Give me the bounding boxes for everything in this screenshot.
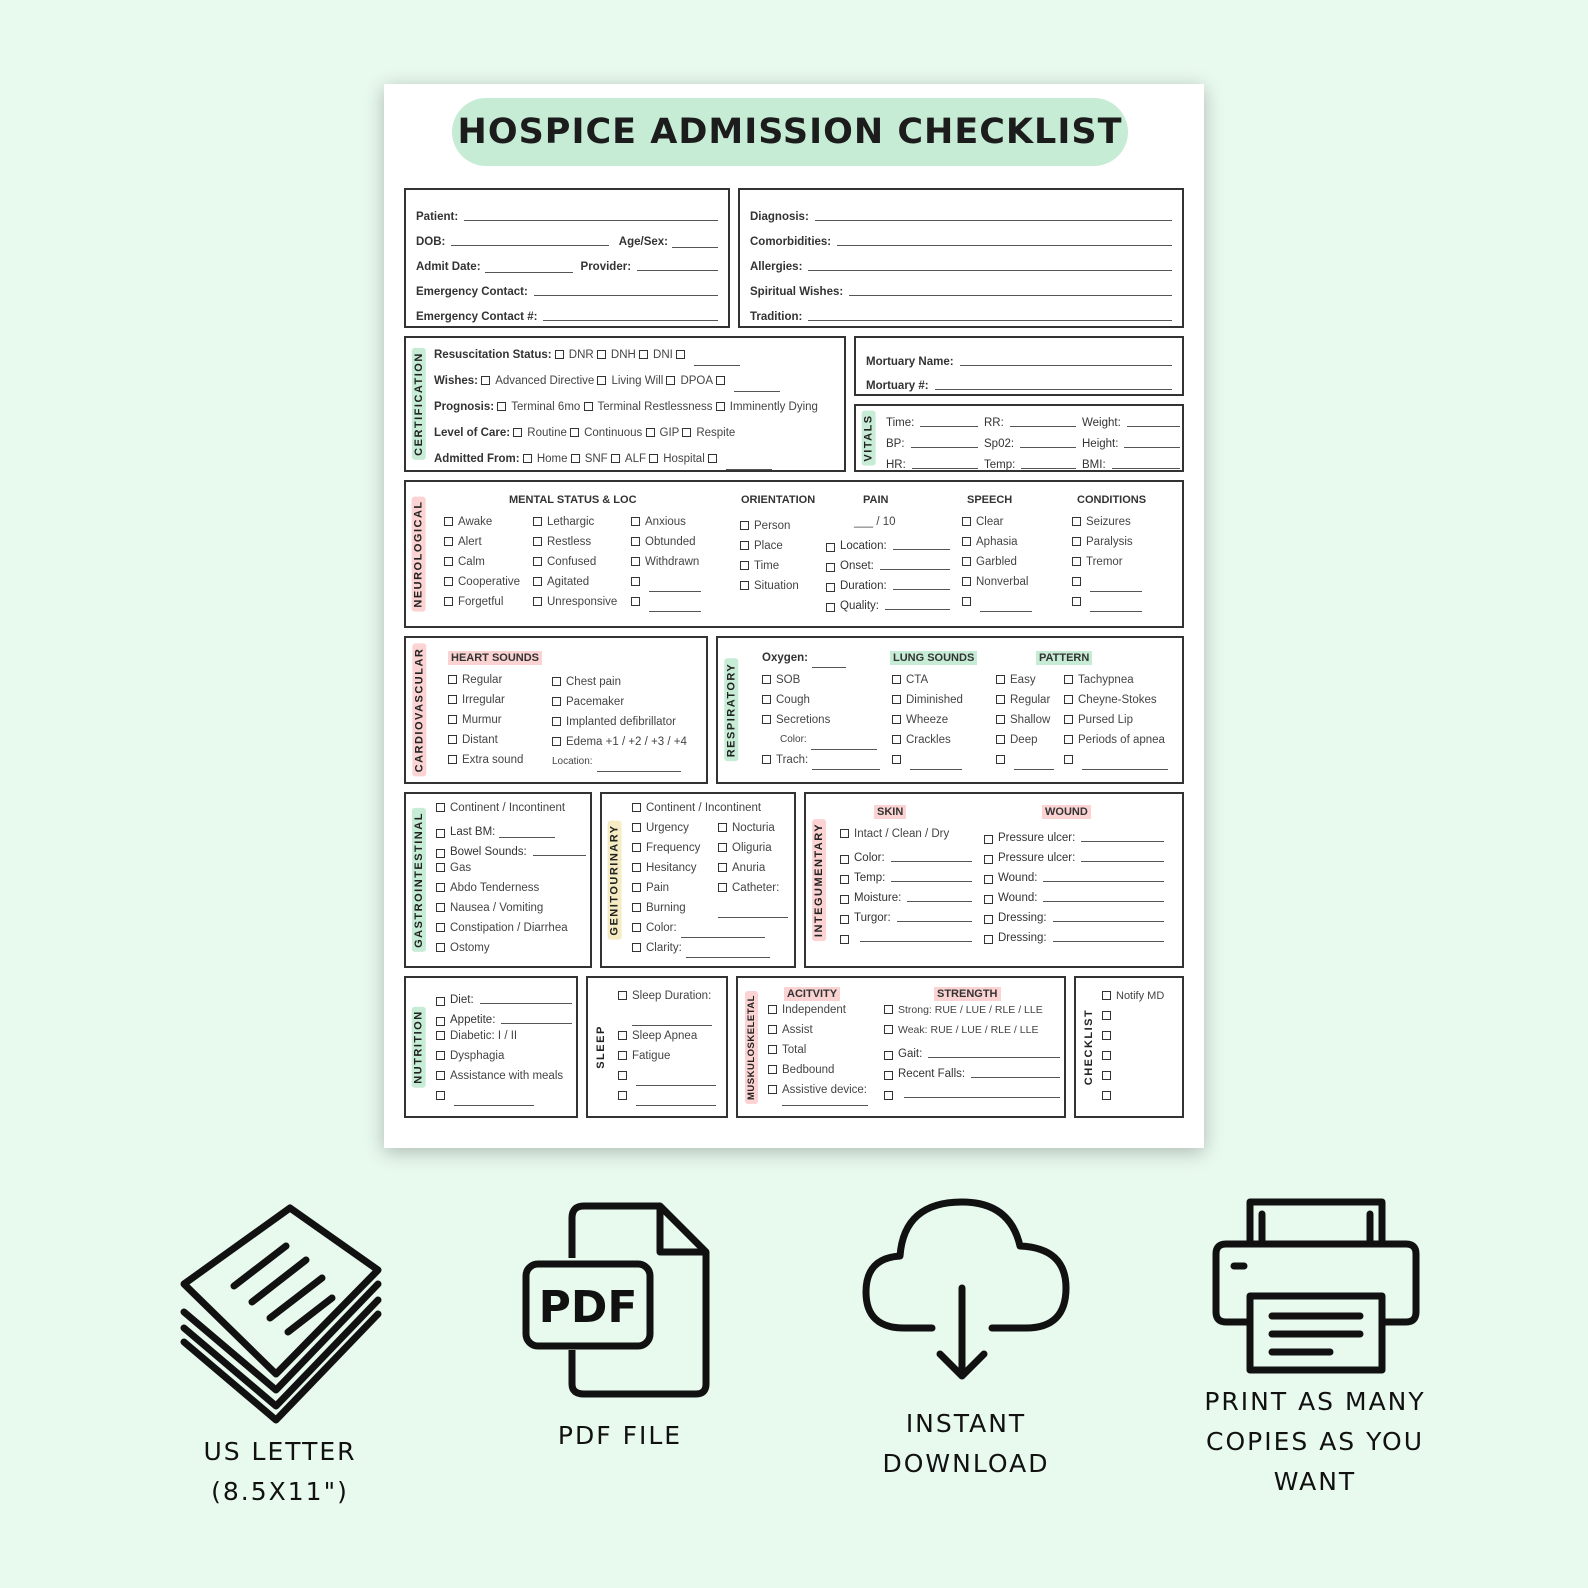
checkbox[interactable] — [762, 675, 771, 684]
column-header: SPEECH — [967, 494, 1013, 506]
checkbox[interactable] — [840, 855, 849, 864]
column-header: STRENGTH — [934, 987, 1001, 1001]
checkbox[interactable] — [682, 428, 691, 437]
checkbox[interactable] — [768, 1085, 777, 1094]
column-header: ACITVITY — [784, 987, 840, 1001]
checkbox[interactable] — [996, 695, 1005, 704]
checkbox[interactable] — [444, 577, 453, 586]
checkbox[interactable] — [631, 597, 640, 606]
field-label: Admit Date: — [416, 261, 481, 273]
field-label: Mortuary Name: — [866, 356, 954, 368]
column-header: HEART SOUNDS — [448, 651, 542, 665]
checkbox[interactable] — [666, 376, 675, 385]
checkbox[interactable] — [718, 863, 727, 872]
integumentary-box: INTEGUMENTARY SKIN Intact / Clean / Dry Color: Temp: Moisture: Turgor: WOUND Pressure ulcer: Pressure ulcer: Wound: Wound: Dressing: Dressing: — [804, 792, 1184, 968]
mortuary-box — [854, 336, 1184, 396]
checkbox[interactable] — [708, 454, 717, 463]
checkbox[interactable] — [632, 943, 641, 952]
checkbox[interactable] — [984, 835, 993, 844]
checkbox[interactable] — [1102, 1031, 1111, 1040]
checkbox[interactable] — [533, 557, 542, 566]
checkbox[interactable] — [762, 715, 771, 724]
checkbox[interactable] — [892, 735, 901, 744]
field-label: Admitted From: — [434, 453, 520, 465]
stacked-paper-icon — [172, 1200, 388, 1426]
field-label: Resuscitation Status: — [434, 349, 552, 361]
section-label: GENITOURINARY — [608, 820, 622, 939]
checkbox[interactable] — [448, 755, 457, 764]
field-label: Emergency Contact: — [416, 286, 528, 298]
printer-icon — [1210, 1196, 1422, 1376]
checkbox[interactable] — [597, 350, 606, 359]
field-label: Spiritual Wishes: — [750, 286, 844, 298]
patient-info-box — [404, 188, 730, 328]
checkbox[interactable] — [631, 517, 640, 526]
sleep-box: SLEEP Sleep Duration: Sleep Apnea Fatigue — [586, 976, 728, 1118]
checkbox[interactable] — [631, 577, 640, 586]
section-label: INTEGUMENTARY — [812, 819, 826, 941]
column-header: ORIENTATION — [741, 494, 816, 506]
column-header: WOUND — [1042, 805, 1091, 819]
checkbox[interactable] — [740, 581, 749, 590]
checkbox[interactable] — [597, 376, 606, 385]
checkbox[interactable] — [631, 537, 640, 546]
checkbox[interactable] — [996, 675, 1005, 684]
checkbox[interactable] — [618, 1091, 627, 1100]
section-label: CHECKLIST — [1082, 1005, 1096, 1089]
checkbox[interactable] — [740, 541, 749, 550]
checkbox[interactable] — [632, 803, 641, 812]
checkbox[interactable] — [1102, 1051, 1111, 1060]
genitourinary-box: GENITOURINARY Continent / Incontinent Urgency Frequency Hesitancy Pain Burning Color: Clarity: Nocturia Oliguria Anuria Catheter: — [600, 792, 796, 968]
checkbox[interactable] — [1102, 1011, 1111, 1020]
checkbox[interactable] — [632, 863, 641, 872]
checkbox[interactable] — [718, 883, 727, 892]
checkbox[interactable] — [840, 895, 849, 904]
gastrointestinal-box: GASTROINTESTINAL Continent / Incontinent Last BM: Bowel Sounds: Gas Abdo Tenderness Nausea / Vomiting Constipation / Diarrhea Ostomy — [404, 792, 592, 968]
certification-box: CERTIFICATION Resuscitation Status: DNR DNH DNI Wishes: Advanced Directive Living Will DPOA Prognosis: Terminal 6mo Terminal Restlessness Imminently Dying Level of Care: Routine Continuous GIP Respite Admitted From: Home SNF ALF Hospital — [404, 336, 846, 472]
checkbox[interactable] — [436, 903, 445, 912]
checkbox[interactable] — [632, 923, 641, 932]
checkbox[interactable] — [1064, 695, 1073, 704]
field-label: Level of Care: — [434, 427, 511, 439]
checkbox[interactable] — [716, 402, 725, 411]
field-label: Tradition: — [750, 311, 803, 323]
section-label: GASTROINTESTINAL — [412, 808, 426, 952]
checkbox[interactable] — [444, 537, 453, 546]
checkbox[interactable] — [840, 875, 849, 884]
feature-label-letter: US LETTER (8.5X11") — [203, 1437, 357, 1506]
checkbox[interactable] — [962, 557, 971, 566]
section-label: CARDIOVASCULAR — [412, 644, 426, 777]
section-label: RESPIRATORY — [724, 659, 738, 762]
checkbox[interactable] — [611, 454, 620, 463]
checkbox[interactable] — [618, 1031, 627, 1040]
field-label: DOB: — [416, 236, 446, 248]
nutrition-box: NUTRITION Diet: Appetite: Diabetic: I / II Dysphagia Assistance with meals — [404, 976, 578, 1118]
checkbox[interactable] — [768, 1005, 777, 1014]
checkbox[interactable] — [768, 1045, 777, 1054]
checkbox[interactable] — [1072, 577, 1081, 586]
checkbox[interactable] — [436, 849, 445, 858]
checkbox[interactable] — [1072, 537, 1081, 546]
checkbox[interactable] — [984, 935, 993, 944]
field-label: Patient: — [416, 211, 459, 223]
checklist-sheet — [384, 84, 1204, 1148]
field-label: Prognosis: — [434, 401, 495, 413]
checkbox[interactable] — [570, 428, 579, 437]
checkbox[interactable] — [444, 517, 453, 526]
checkbox[interactable] — [962, 577, 971, 586]
checkbox[interactable] — [826, 543, 835, 552]
column-header: MENTAL STATUS & LOC — [509, 494, 637, 506]
checkbox[interactable] — [649, 454, 658, 463]
checkbox[interactable] — [632, 843, 641, 852]
checkbox[interactable] — [533, 517, 542, 526]
checkbox[interactable] — [632, 883, 641, 892]
checkbox[interactable] — [884, 1071, 893, 1080]
checkbox[interactable] — [632, 823, 641, 832]
column-header: CONDITIONS — [1077, 494, 1147, 506]
checkbox[interactable] — [962, 537, 971, 546]
checkbox[interactable] — [436, 1091, 445, 1100]
column-header: LUNG SOUNDS — [890, 651, 977, 665]
checkbox[interactable] — [618, 991, 627, 1000]
checkbox[interactable] — [523, 454, 532, 463]
checkbox[interactable] — [497, 402, 506, 411]
field-label: Diagnosis: — [750, 211, 809, 223]
checkbox[interactable] — [740, 561, 749, 570]
respiratory-box: RESPIRATORY Oxygen: SOB Cough Secretions Color: Trach: LUNG SOUNDS CTA Diminished Wheeze Crackles PATTERN Easy Regular Shallow Deep Tachypnea Cheyne-Stokes Pursed Lip Periods of apnea — [716, 636, 1184, 784]
column-header: SKIN — [874, 805, 906, 819]
checkbox[interactable] — [884, 1005, 893, 1014]
checkbox[interactable] — [1064, 715, 1073, 724]
checkbox[interactable] — [448, 695, 457, 704]
neurological-box: NEUROLOGICAL MENTAL STATUS & LOC Awake Alert Calm Cooperative Forgetful Lethargic Restless Confused Agitated Unresponsive Anxious Obtunded Withdrawn ORIENTATION Person Place Time Situation PAIN ___ / 10 Location: Onset: Duration: Quality: SPEECH Clear Aphasia Garbled Nonverbal CONDITIONS Seizures Paralysis Tremor — [404, 480, 1184, 628]
checkbox[interactable] — [826, 583, 835, 592]
cardiovascular-box: CARDIOVASCULAR HEART SOUNDS Regular Irregular Murmur Distant Extra sound Chest pain Pacemaker Implanted defibrillator Edema +1 / +2 / +3 / +4 Location: — [404, 636, 708, 784]
checkbox[interactable] — [718, 823, 727, 832]
checkbox[interactable] — [1072, 597, 1081, 606]
checkbox[interactable] — [1072, 517, 1081, 526]
checkbox[interactable] — [584, 402, 593, 411]
checkbox[interactable] — [892, 755, 901, 764]
musculoskeletal-box: MUSKULOSKELETAL ACITVITY Independent Assist Total Bedbound Assistive device: STRENGTH Strong: RUE / LUE / RLE / LLE Weak: RUE / LUE / RLE / LLE Gait: Recent Falls: — [736, 976, 1066, 1118]
field-label: Allergies: — [750, 261, 803, 273]
field-label: Provider: — [580, 261, 632, 273]
checkbox[interactable] — [448, 735, 457, 744]
page-title: HOSPICE ADMISSION CHECKLIST — [457, 112, 1123, 152]
checkbox[interactable] — [552, 697, 561, 706]
pain-scale: ___ / 10 — [854, 516, 896, 528]
checkbox[interactable] — [826, 563, 835, 572]
section-label: MUSKULOSKELETAL — [745, 991, 758, 1104]
field-label: Comorbidities: — [750, 236, 832, 248]
checkbox[interactable] — [444, 597, 453, 606]
field-label: Mortuary #: — [866, 380, 929, 392]
svg-text:PDF: PDF — [538, 1282, 638, 1333]
checkbox[interactable] — [762, 695, 771, 704]
field-label: Emergency Contact #: — [416, 311, 538, 323]
checkbox[interactable] — [892, 715, 901, 724]
checkbox[interactable] — [436, 883, 445, 892]
feature-label-pdf: PDF FILE — [557, 1421, 683, 1450]
checkbox[interactable] — [984, 915, 993, 924]
section-label: NUTRITION — [412, 1006, 426, 1087]
checkbox[interactable] — [618, 1071, 627, 1080]
checkbox[interactable] — [892, 675, 901, 684]
checkbox[interactable] — [448, 715, 457, 724]
checkbox[interactable] — [1064, 735, 1073, 744]
checkbox[interactable] — [552, 717, 561, 726]
checkbox[interactable] — [962, 597, 971, 606]
title-banner — [452, 98, 1128, 166]
checkbox[interactable] — [481, 376, 490, 385]
column-header: PAIN — [863, 494, 889, 506]
field-label: Age/Sex: — [618, 236, 668, 248]
checkbox[interactable] — [762, 755, 771, 764]
section-label: CERTIFICATION — [412, 348, 426, 460]
checkbox[interactable] — [768, 1065, 777, 1074]
checkbox[interactable] — [552, 737, 561, 746]
checkbox[interactable] — [826, 603, 835, 612]
checkbox[interactable] — [513, 428, 522, 437]
checkbox[interactable] — [639, 350, 648, 359]
checkbox[interactable] — [533, 537, 542, 546]
checkbox[interactable] — [1102, 1091, 1111, 1100]
feature-label-download: INSTANT DOWNLOAD — [882, 1409, 1050, 1478]
checkbox[interactable] — [884, 1091, 893, 1100]
checkbox[interactable] — [436, 1017, 445, 1026]
checkbox[interactable] — [533, 597, 542, 606]
checkbox[interactable] — [676, 350, 685, 359]
checkbox[interactable] — [996, 715, 1005, 724]
checkbox[interactable] — [436, 943, 445, 952]
checkbox[interactable] — [646, 428, 655, 437]
checkbox[interactable] — [436, 1031, 445, 1040]
checkbox[interactable] — [436, 829, 445, 838]
checkbox[interactable] — [436, 863, 445, 872]
checkbox[interactable] — [740, 521, 749, 530]
checklist-box: CHECKLIST Notify MD — [1074, 976, 1184, 1118]
checkbox[interactable] — [1102, 991, 1111, 1000]
pdf-file-icon — [520, 1200, 720, 1400]
section-label: SLEEP — [594, 1021, 608, 1073]
checkbox[interactable] — [996, 735, 1005, 744]
checkbox[interactable] — [984, 875, 993, 884]
checkbox[interactable] — [632, 903, 641, 912]
checkbox[interactable] — [436, 803, 445, 812]
checkbox[interactable] — [716, 376, 725, 385]
checkbox[interactable] — [892, 695, 901, 704]
checkbox[interactable] — [552, 677, 561, 686]
checkbox[interactable] — [840, 935, 849, 944]
checkbox[interactable] — [1064, 755, 1073, 764]
checkbox[interactable] — [571, 454, 580, 463]
section-label: NEUROLOGICAL — [412, 496, 426, 611]
checkbox[interactable] — [984, 855, 993, 864]
checkbox[interactable] — [840, 829, 849, 838]
checkbox[interactable] — [436, 1071, 445, 1080]
checkbox[interactable] — [1064, 675, 1073, 684]
checkbox[interactable] — [533, 577, 542, 586]
checkbox[interactable] — [448, 675, 457, 684]
checkbox[interactable] — [718, 843, 727, 852]
checkbox[interactable] — [444, 557, 453, 566]
checkbox[interactable] — [555, 350, 564, 359]
section-label: VITALS — [862, 410, 876, 465]
checkbox[interactable] — [984, 895, 993, 904]
cloud-download-icon — [860, 1196, 1072, 1396]
checkbox[interactable] — [768, 1025, 777, 1034]
checkbox[interactable] — [436, 923, 445, 932]
diagnosis-box — [738, 188, 1184, 328]
column-header: PATTERN — [1036, 651, 1092, 665]
checkbox[interactable] — [436, 1051, 445, 1060]
checkbox[interactable] — [436, 997, 445, 1006]
feature-label-print: PRINT AS MANY COPIES AS YOU WANT — [1204, 1387, 1426, 1496]
checkbox[interactable] — [1102, 1071, 1111, 1080]
checkbox[interactable] — [618, 1051, 627, 1060]
checkbox[interactable] — [884, 1051, 893, 1060]
checkbox[interactable] — [840, 915, 849, 924]
checkbox[interactable] — [962, 517, 971, 526]
vitals-box: VITALS Time: BP: HR: RR: Sp02: Temp: Weight: Height: BMI: — [854, 404, 1184, 472]
field-label: Wishes: — [434, 375, 478, 387]
checkbox[interactable] — [996, 755, 1005, 764]
checkbox[interactable] — [631, 557, 640, 566]
checkbox[interactable] — [884, 1025, 893, 1034]
checkbox[interactable] — [1072, 557, 1081, 566]
